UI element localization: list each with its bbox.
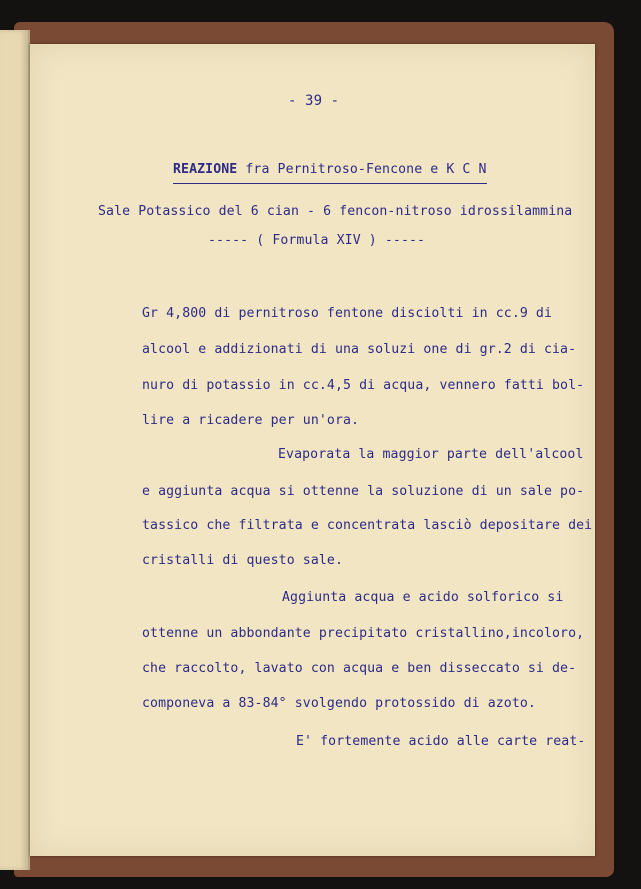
body-line: alcool e addizionati di una soluzi one di gr.2 di cia- — [142, 342, 577, 357]
body-line: Evaporata la maggior parte dell'alcool — [278, 447, 584, 462]
section-title — [173, 162, 487, 184]
compound-subtitle: Sale Potassico del 6 cian - 6 fencon-nitroso idrossilammina — [98, 204, 573, 219]
body-line: ottenne un abbondante precipitato cristallino,incoloro, — [142, 626, 585, 641]
body-line: cristalli di questo sale. — [142, 553, 343, 568]
body-line: che raccolto, lavato con acqua e ben disseccato si de- — [142, 661, 577, 676]
body-line: nuro di potassio in cc.4,5 di acqua, vennero fatti bol- — [142, 378, 585, 393]
body-line: Gr 4,800 di pernitroso fentone disciolti in cc.9 di — [142, 306, 553, 321]
title-rest: fra Pernitroso-Fencone e K C N — [237, 162, 487, 177]
title-bold: REAZIONE — [173, 162, 238, 177]
formula-line: ----- ( Formula XIV ) ----- — [208, 233, 426, 248]
body-line: componeva a 83-84° svolgendo protossido di azoto. — [142, 696, 536, 711]
body-line: Aggiunta acqua e acido solforico si — [282, 590, 564, 605]
page-number: - 39 - — [288, 93, 340, 109]
document-page — [30, 44, 595, 856]
body-line: tassico che filtrata e concentrata lasciò depositare dei — [142, 518, 593, 533]
body-line: lire a ricadere per un'ora. — [142, 413, 360, 428]
left-page-edge — [0, 30, 30, 870]
body-line: e aggiunta acqua si ottenne la soluzione di un sale po- — [142, 484, 585, 499]
body-line: E' fortemente acido alle carte reat- — [296, 734, 586, 749]
